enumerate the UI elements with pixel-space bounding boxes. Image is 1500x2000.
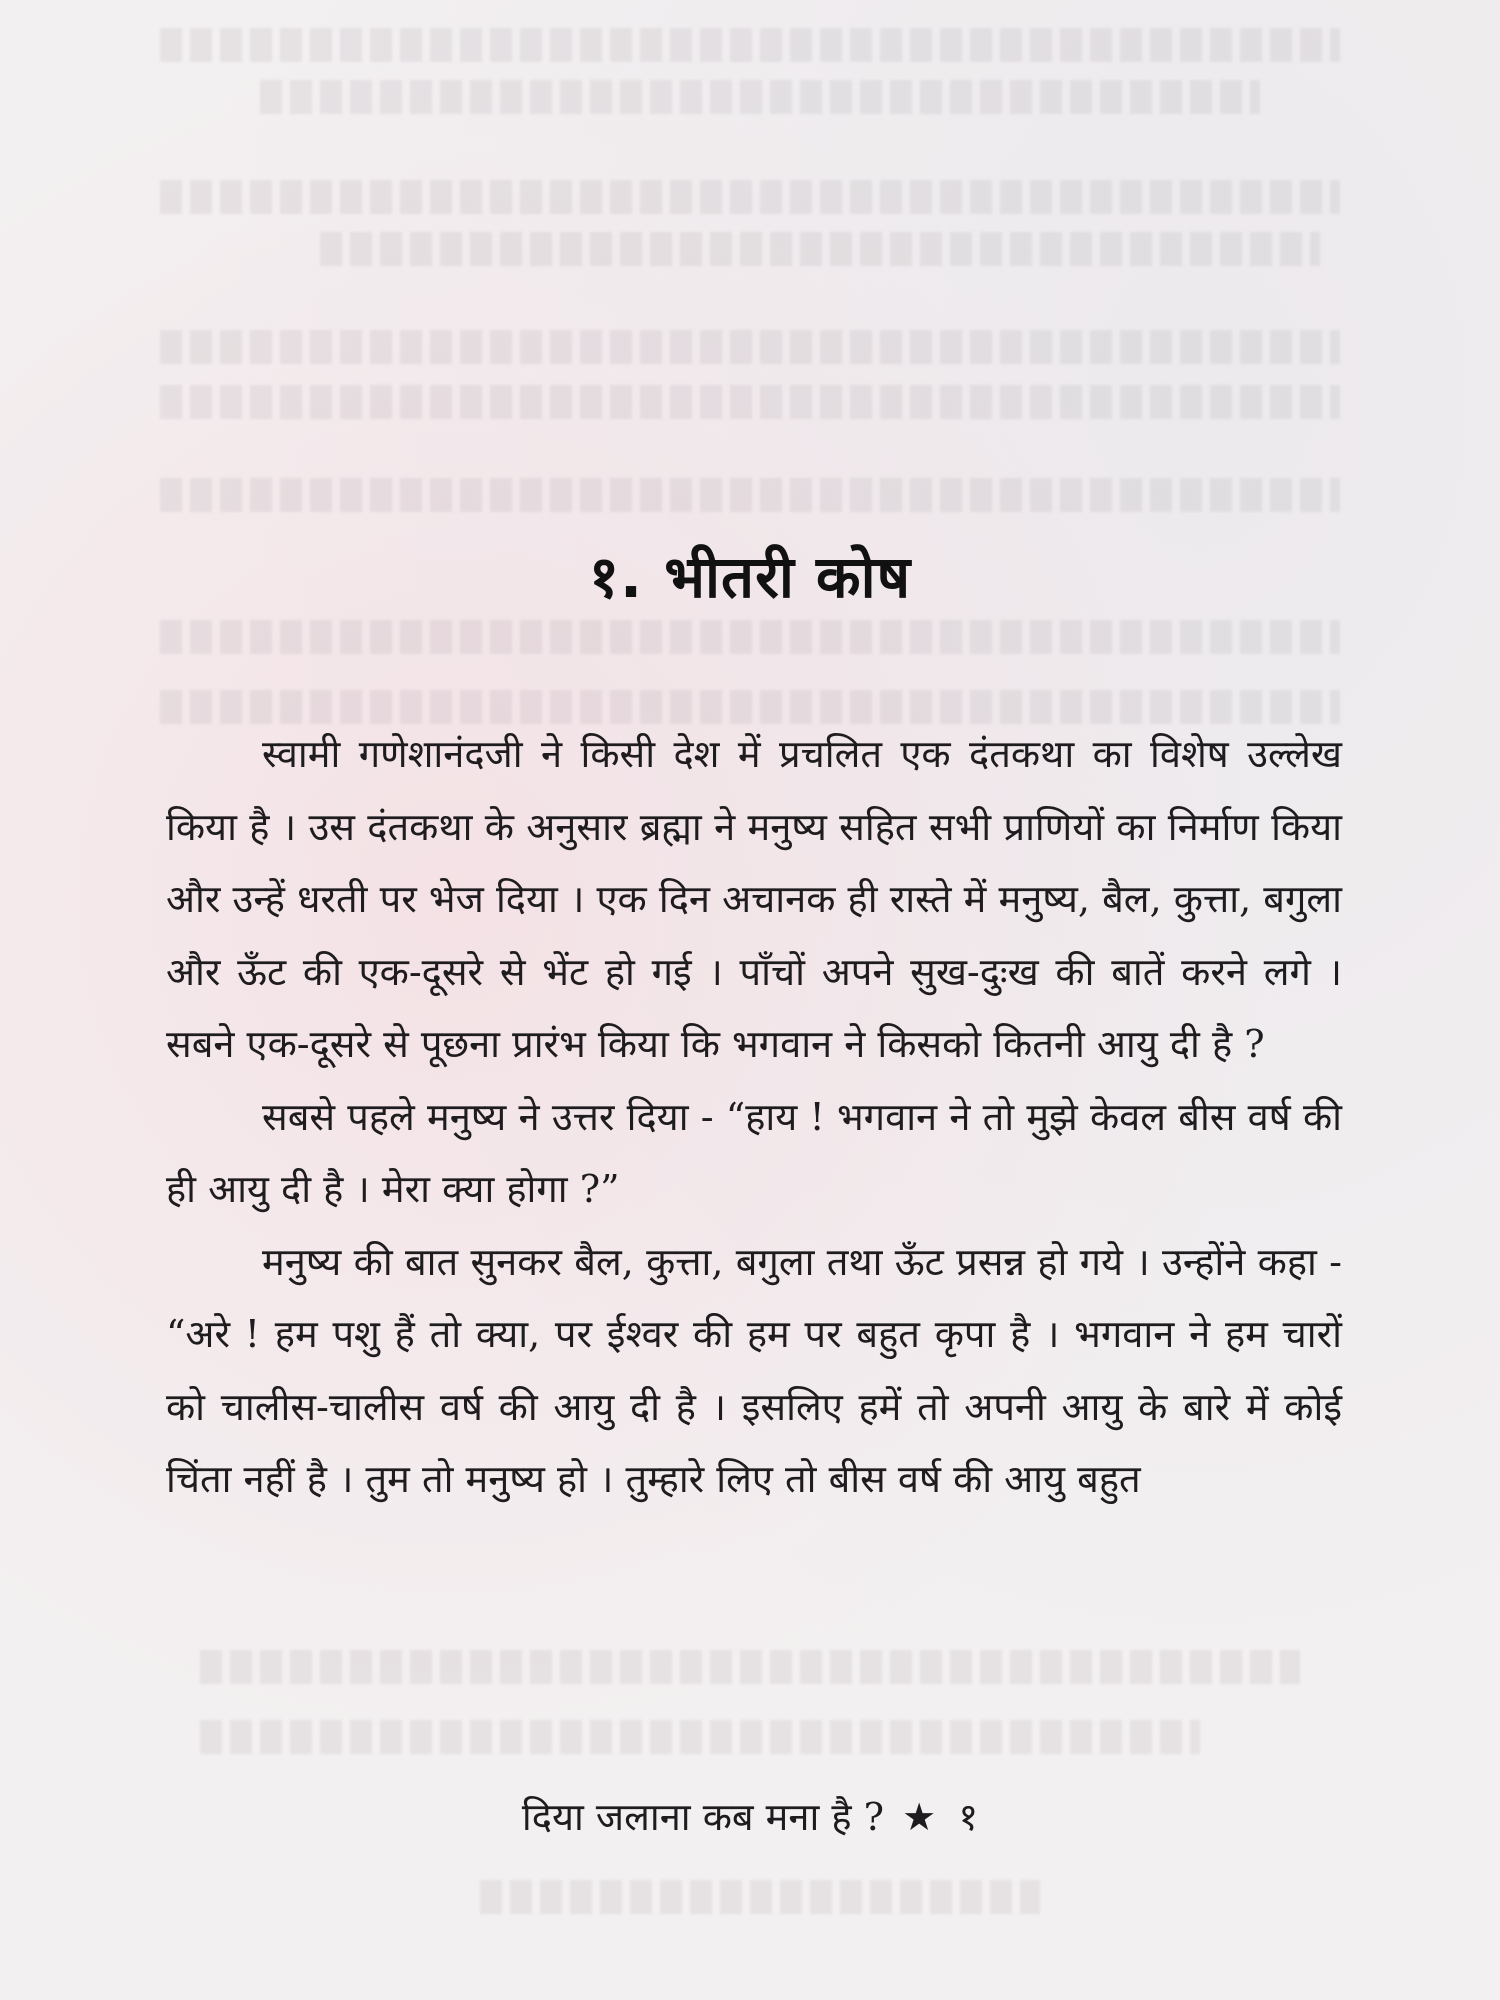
bleed-through-line	[160, 180, 1340, 214]
bleed-through-line	[320, 232, 1320, 266]
bleed-through-line	[160, 620, 1340, 654]
footer-book-title: दिया जलाना कब मना है ?	[521, 1795, 885, 1839]
paragraph-3: मनुष्य की बात सुनकर बैल, कुत्ता, बगुला तथा ऊँट प्रसन्न हो गये । उन्होंने कहा - “अरे ! हम पशु हैं तो क्या, पर ईश्वर की हम पर बहुत कृपा है । भगवान ने हम चारों को चालीस-चालीस वर्ष की आयु दी है । इसलिए हमें तो अपनी आयु के बारे में कोई चिंता नहीं है । तुम तो मनुष्य हो । तुम्हारे लिए तो बीस वर्ष की आयु बहुत	[166, 1239, 1342, 1501]
paragraph-1: स्वामी गणेशानंदजी ने किसी देश में प्रचलित एक दंतकथा का विशेष उल्लेख किया है । उस दंतकथा के अनुसार ब्रह्मा ने मनुष्य सहित सभी प्राणियों का निर्माण किया और उन्हें धरती पर भेज दिया । एक दिन अचानक ही रास्ते में मनुष्य, बैल, कुत्ता, बगुला और ऊँट की एक-दूसरे से भेंट हो गई । पाँचों अपने सुख-दुःख की बातें करने लगे । सबने एक-दूसरे से पूछना प्रारंभ किया कि भगवान ने किसको कितनी आयु दी है ?	[166, 732, 1342, 1066]
star-icon: ★	[902, 1795, 937, 1839]
page-footer	[0, 1790, 1500, 1842]
bleed-through-line	[160, 330, 1340, 364]
chapter-title: १. भीतरी कोष	[588, 543, 912, 611]
bleed-through-line	[160, 385, 1340, 419]
chapter-body	[166, 718, 1342, 1516]
bleed-through-line	[160, 478, 1340, 512]
paragraph-2: सबसे पहले मनुष्य ने उत्तर दिया - “हाय ! भगवान ने तो मुझे केवल बीस वर्ष की ही आयु दी है । मेरा क्या होगा ?”	[166, 1094, 1342, 1211]
bleed-through-line	[200, 1720, 1200, 1754]
page-number: १	[958, 1795, 979, 1839]
bleed-through-line	[160, 28, 1340, 62]
bleed-through-line	[260, 80, 1260, 114]
bleed-through-line	[480, 1880, 1040, 1914]
bleed-through-line	[200, 1650, 1300, 1684]
